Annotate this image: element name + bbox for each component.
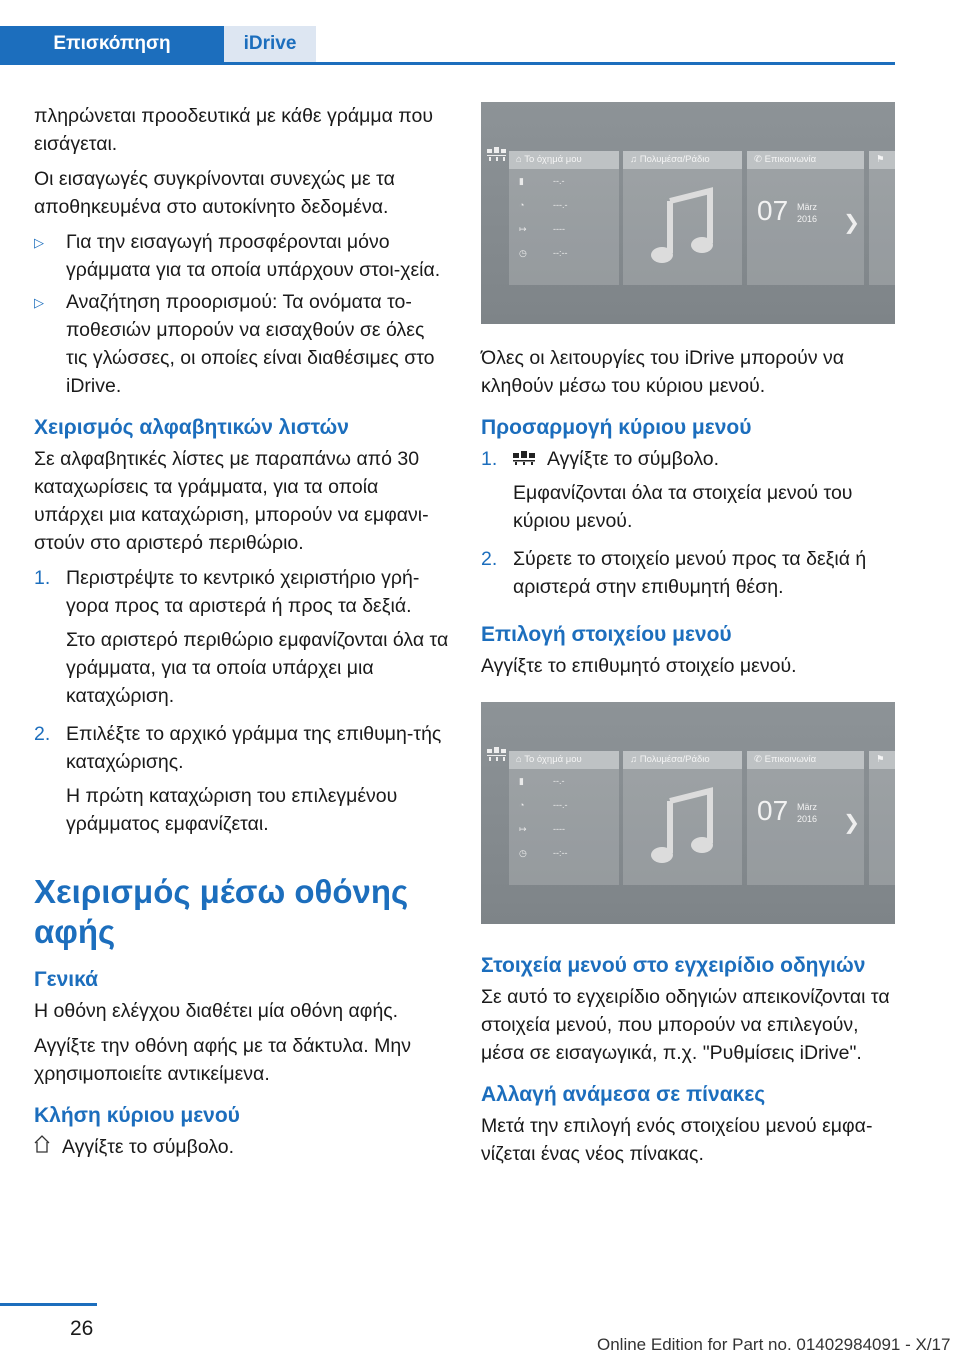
list-item [481, 445, 896, 541]
fuel-icon: ▮ [519, 176, 524, 186]
distance-icon: ↦ [519, 824, 527, 834]
right-column [481, 102, 896, 1175]
flag-icon: ⚑ [876, 754, 885, 765]
car-icon: ⌂ [516, 754, 525, 765]
bullet-list [34, 228, 449, 400]
car-icon: ⌂ [516, 154, 525, 165]
paragraph: πληρώνεται προοδευτικά με κάθε γράμμα που εισάγεται. [34, 105, 433, 155]
screenshot-caption: Όλες οι λειτουργίες του iDrive μπορούν να κληθούν μέσω του κύριου μενού. [481, 347, 845, 397]
gauge-icon: ◔ [519, 800, 525, 810]
list-item-text: Αναζήτηση προορισμού: Τα ονόματα το‐ποθεσιών μπορούν να εισαχθούν σε όλες τις γλώσσες, οι οποίες είναι διαθέσιμες στο iDrive. [66, 291, 435, 397]
list-item [34, 288, 449, 400]
vehicle-row: ▮ --.- [509, 769, 619, 793]
menu-tile-navigation[interactable] [869, 151, 895, 285]
step-number: 1. [481, 448, 498, 470]
tile-header: ⌂ Το όχημά μου [509, 751, 619, 769]
heading-touchscreen: Χειρισμός μέσω οθόνης αφής [34, 873, 409, 950]
step-number: 1. [34, 567, 51, 589]
step-number: 2. [481, 548, 498, 570]
heading-alphabetical-lists: Χειρισμός αλφαβητικών λιστών [34, 416, 349, 439]
vehicle-row: ▮ --.- [509, 169, 619, 193]
music-note-small-icon: ♫ [630, 154, 640, 165]
flag-icon: ⚑ [876, 154, 885, 165]
step-result: Εμφανίζονται όλα τα στοιχεία μενού του κύριου μενού. [513, 482, 853, 532]
tile-header: ♫ Πολυμέσα/Ράδιο [623, 751, 742, 769]
vehicle-row: ◔ ---.- [509, 193, 619, 217]
menu-tile-vehicle[interactable] [509, 151, 619, 285]
date-year: 2016 [797, 814, 818, 824]
paragraph: Σε αλφαβητικές λίστες με παραπάνω από 30 καταχωρίσεις τα γράμματα, για τα οποία υπάρχει μια καταχώριση, μπορούν να εμφανι‐στούν στο αριστερό περιθώριο. [34, 448, 429, 554]
gauge-icon: ◔ [519, 200, 525, 210]
paragraph: Αγγίξτε το επιθυμητό στοιχείο μενού. [481, 655, 797, 677]
paragraph: Μετά την επιλογή ενός στοιχείου μενού εμφα‐νίζεται ένας νέος πίνακας. [481, 1115, 873, 1165]
triangle-bullet-icon: ▷ [34, 295, 44, 310]
paragraph: Αγγίξτε την οθόνη αφής με τα δάκτυλα. Μην χρησιμοποιείτε αντικείμενα. [34, 1035, 411, 1085]
tile-header: ✆ Επικοινωνία [747, 751, 864, 769]
paragraph: Οι εισαγωγές συγκρίνονται συνεχώς με τα αποθηκευμένα στο αυτοκίνητο δεδομένα. [34, 168, 395, 218]
date-day: 07 [757, 795, 789, 826]
tile-header: ✆ Επικοινωνία [747, 151, 864, 169]
clock-icon: ◷ [519, 248, 527, 258]
tab-overview[interactable]: Επισκόπηση [0, 26, 224, 62]
online-edition-note: Online Edition for Part no. 01402984091 - X/17 [597, 1335, 951, 1354]
main-menu-icon [487, 141, 507, 169]
idrive-screenshot [481, 102, 895, 324]
left-column [34, 102, 449, 1161]
step-text: Περιστρέψτε το κεντρικό χειριστήριο γρή‐γορα προς τα αριστερά ή προς τα δεξιά. [66, 567, 420, 617]
fuel-icon: ▮ [519, 776, 524, 786]
tile-header [869, 151, 895, 169]
call-main-menu-line [34, 1133, 449, 1161]
header-tabbar [0, 26, 895, 65]
music-note-icon [648, 187, 718, 277]
list-item [481, 545, 896, 607]
heading-call-main-menu: Κλήση κύριου μενού [34, 1104, 240, 1127]
home-icon [34, 1133, 50, 1161]
step-result: Η πρώτη καταχώριση του επιλεγμένου γράμματος εμφανίζεται. [66, 785, 398, 835]
date-display [757, 195, 818, 228]
idrive-screenshot [481, 702, 895, 924]
heading-general: Γενικά [34, 968, 99, 991]
chevron-right-icon[interactable]: ❯ [843, 212, 860, 234]
step-text: Επιλέξτε το αρχικό γράμμα της επιθυμη‐τής καταχώρισης. [66, 723, 442, 773]
triangle-bullet-icon: ▷ [34, 235, 44, 250]
menu-tile-navigation[interactable] [869, 751, 895, 885]
tab-idrive[interactable]: iDrive [224, 26, 316, 62]
music-note-icon [648, 787, 718, 877]
menu-tile-vehicle[interactable] [509, 751, 619, 885]
vehicle-row: ◷ --:-- [509, 841, 619, 865]
step-text: Σύρετε το στοιχείο μενού προς τα δεξιά ή αριστερά στην επιθυμητή θέση. [513, 548, 867, 598]
vehicle-row: ↦ ---- [509, 817, 619, 841]
date-month: März [797, 202, 817, 212]
menu-tile-communication[interactable] [747, 751, 864, 885]
date-year: 2016 [797, 214, 818, 224]
chevron-right-icon[interactable]: ❯ [843, 812, 860, 834]
distance-icon: ↦ [519, 224, 527, 234]
list-item [34, 720, 449, 844]
menu-tile-communication[interactable] [747, 151, 864, 285]
vehicle-row: ↦ ---- [509, 217, 619, 241]
date-day: 07 [757, 195, 789, 226]
step-result: Στο αριστερό περιθώριο εμφανίζονται όλα τα γράμματα, για τα οποία υπάρχει μια καταχώριση. [66, 629, 449, 707]
paragraph: Σε αυτό το εγχειρίδιο οδηγιών απεικονίζονται τα στοιχεία μενού, που μπορούν να επιλεγούν, μέσα σε εισαγωγικά, π.χ. "Ρυθμίσεις iDrive". [481, 986, 890, 1064]
menu-tile-media[interactable] [623, 751, 742, 885]
menu-tile-media[interactable] [623, 151, 742, 285]
phone-icon: ✆ [754, 754, 765, 765]
heading-menu-items-in-manual: Στοιχεία μενού στο εγχειρίδιο οδηγιών [481, 954, 866, 977]
tile-header: ⌂ Το όχημά μου [509, 151, 619, 169]
list-item [34, 228, 449, 284]
vehicle-row: ◷ --:-- [509, 241, 619, 265]
tile-header: ♫ Πολυμέσα/Ράδιο [623, 151, 742, 169]
tile-header [869, 751, 895, 769]
footer-rule [0, 1303, 97, 1306]
heading-select-menu-item: Επιλογή στοιχείου μενού [481, 623, 732, 646]
page-number: 26 [70, 1317, 94, 1340]
call-main-menu-text: Αγγίξτε το σύμβολο. [62, 1136, 235, 1158]
music-note-small-icon: ♫ [630, 754, 640, 765]
numbered-list [34, 564, 449, 844]
list-item-text: Για την εισαγωγή προσφέρονται μόνο γράμματα για τα οποία υπάρχουν στοι‐χεία. [66, 231, 441, 281]
main-menu-icon [513, 445, 535, 473]
heading-switch-panels: Αλλαγή ανάμεσα σε πίνακες [481, 1083, 766, 1106]
date-month: März [797, 802, 817, 812]
paragraph: Η οθόνη ελέγχου διαθέτει μία οθόνη αφής. [34, 1000, 399, 1022]
main-menu-icon [487, 741, 507, 769]
numbered-list [481, 445, 896, 607]
date-display [757, 795, 818, 828]
heading-adjust-main-menu: Προσαρμογή κύριου μενού [481, 416, 752, 439]
phone-icon: ✆ [754, 154, 765, 165]
clock-icon: ◷ [519, 848, 527, 858]
step-number: 2. [34, 723, 51, 745]
step-text: Αγγίξτε το σύμβολο. [547, 448, 720, 470]
list-item [34, 564, 449, 716]
vehicle-row: ◔ ---.- [509, 793, 619, 817]
